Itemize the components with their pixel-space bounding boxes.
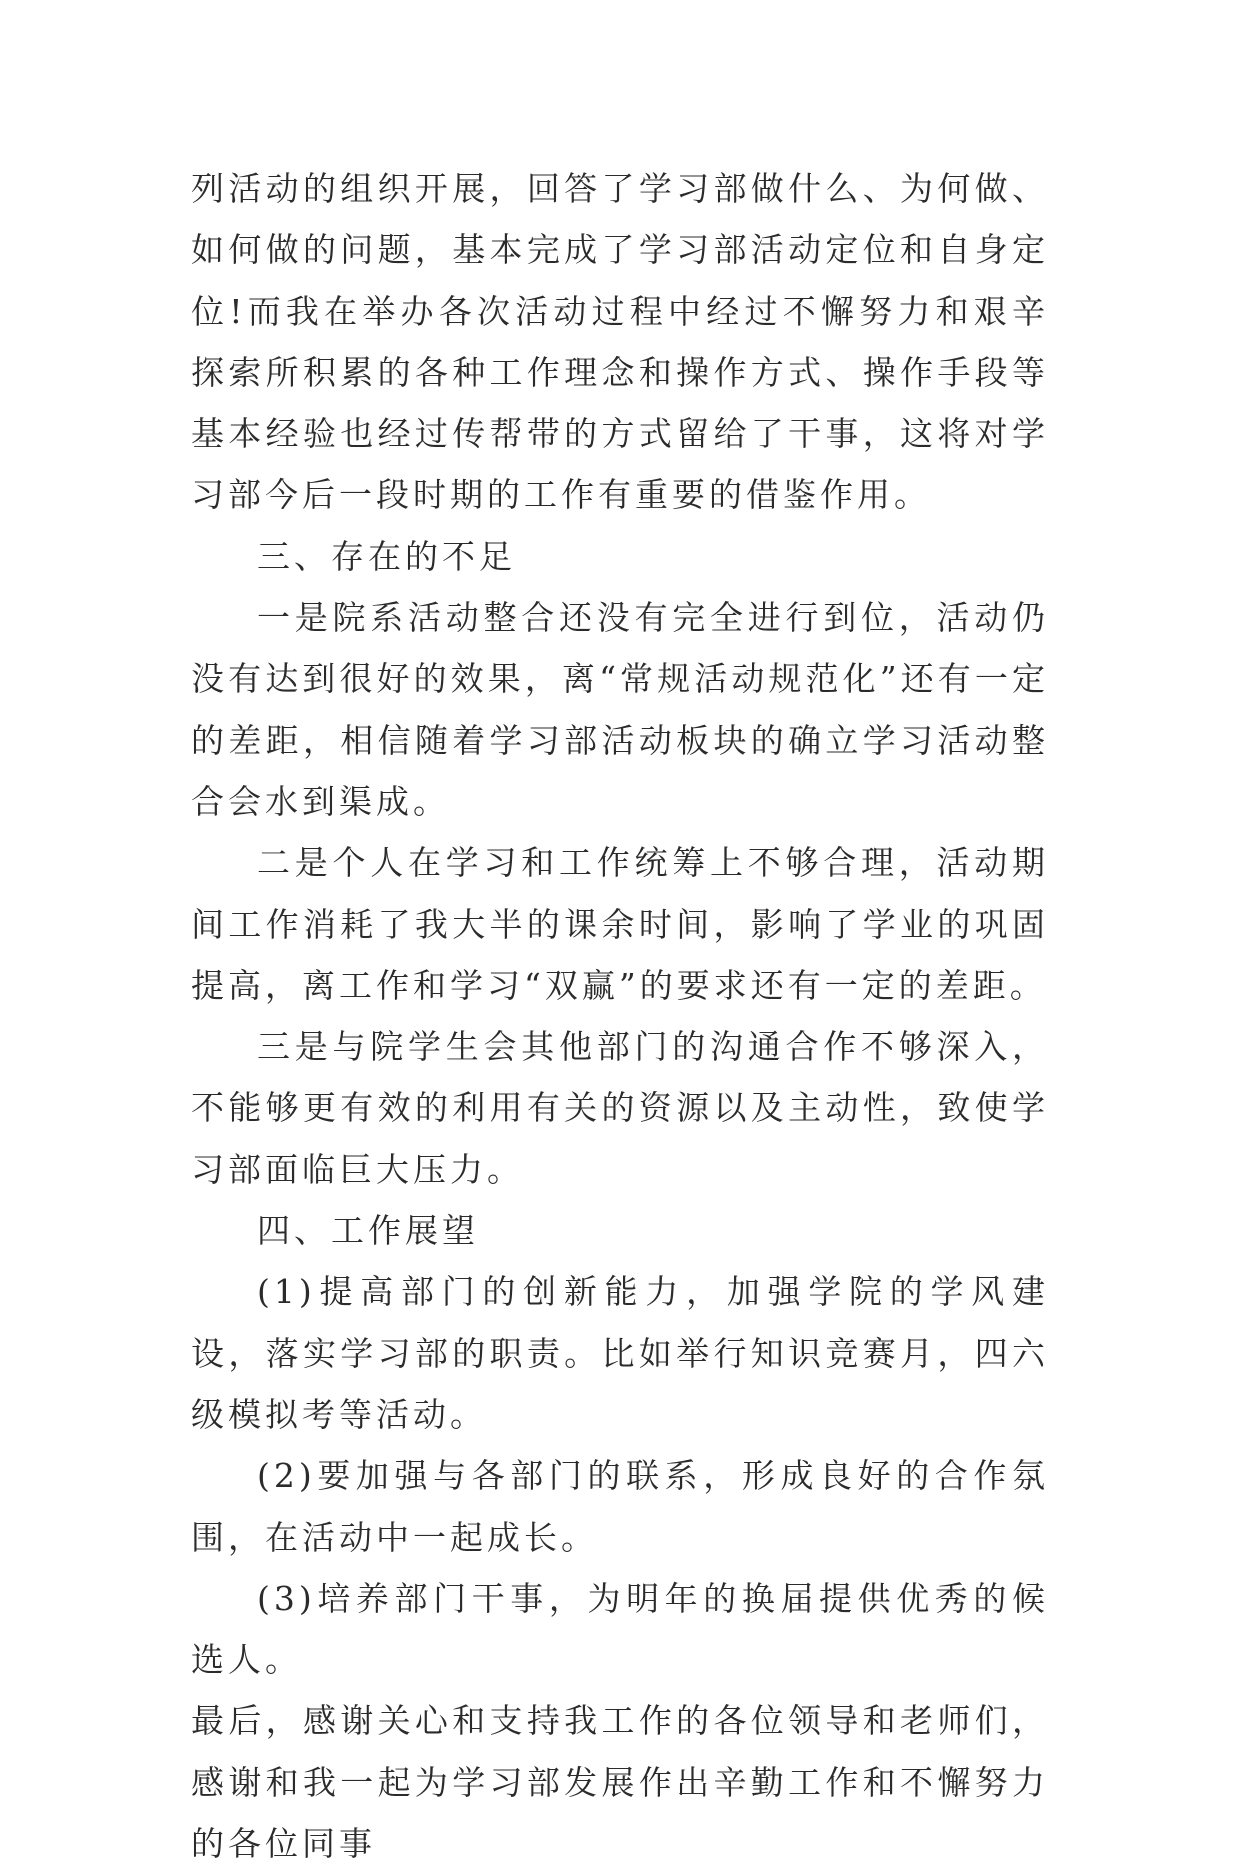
paragraph-shortcoming-2: 二是个人在学习和工作统筹上不够合理，活动期间工作消耗了我大半的课余时间，影响了学业的巩固提高，离工作和学习“双赢”的要求还有一定的差距。	[191, 843, 1049, 1005]
paragraph-outlook-3: (3)培养部门干事，为明年的换届提供优秀的候选人。	[191, 1578, 1049, 1680]
paragraph-shortcoming-1: 一是院系活动整合还没有完全进行到位，活动仍没有达到很好的效果，离“常规活动规范化”还有一定的差距，相信随着学习部活动板块的确立学习活动整合会水到渠成。	[191, 598, 1049, 821]
paragraph-shortcoming-3: 三是与院学生会其他部门的沟通合作不够深入，不能够更有效的利用有关的资源以及主动性，致使学习部面临巨大压力。	[191, 1027, 1049, 1189]
paragraph-outlook-1: (1)提高部门的创新能力，加强学院的学风建设，落实学习部的职责。比如举行知识竞赛月，四六级模拟考等活动。	[191, 1272, 1049, 1434]
paragraph-continuation: 列活动的组织开展，回答了学习部做什么、为何做、如何做的问题，基本完成了学习部活动定位和自身定位!而我在举办各次活动过程中经过不懈努力和艰辛探索所积累的各种工作理念和操作方式、操作手段等基本经验也经过传帮带的方式留给了干事，这将对学习部今后一段时期的工作有重要的借鉴作用。	[191, 169, 1049, 515]
document-body	[191, 158, 1049, 1874]
paragraph-outlook-2: (2)要加强与各部门的联系，形成良好的合作氛围，在活动中一起成长。	[191, 1456, 1049, 1557]
section-heading-shortcomings: 三、存在的不足	[257, 536, 516, 576]
paragraph-closing: 最后，感谢关心和支持我工作的各位领导和老师们，感谢和我一起为学习部发展作出辛勤工作和不懈努力的各位同事	[191, 1701, 1049, 1864]
section-heading-outlook: 四、工作展望	[257, 1211, 479, 1251]
